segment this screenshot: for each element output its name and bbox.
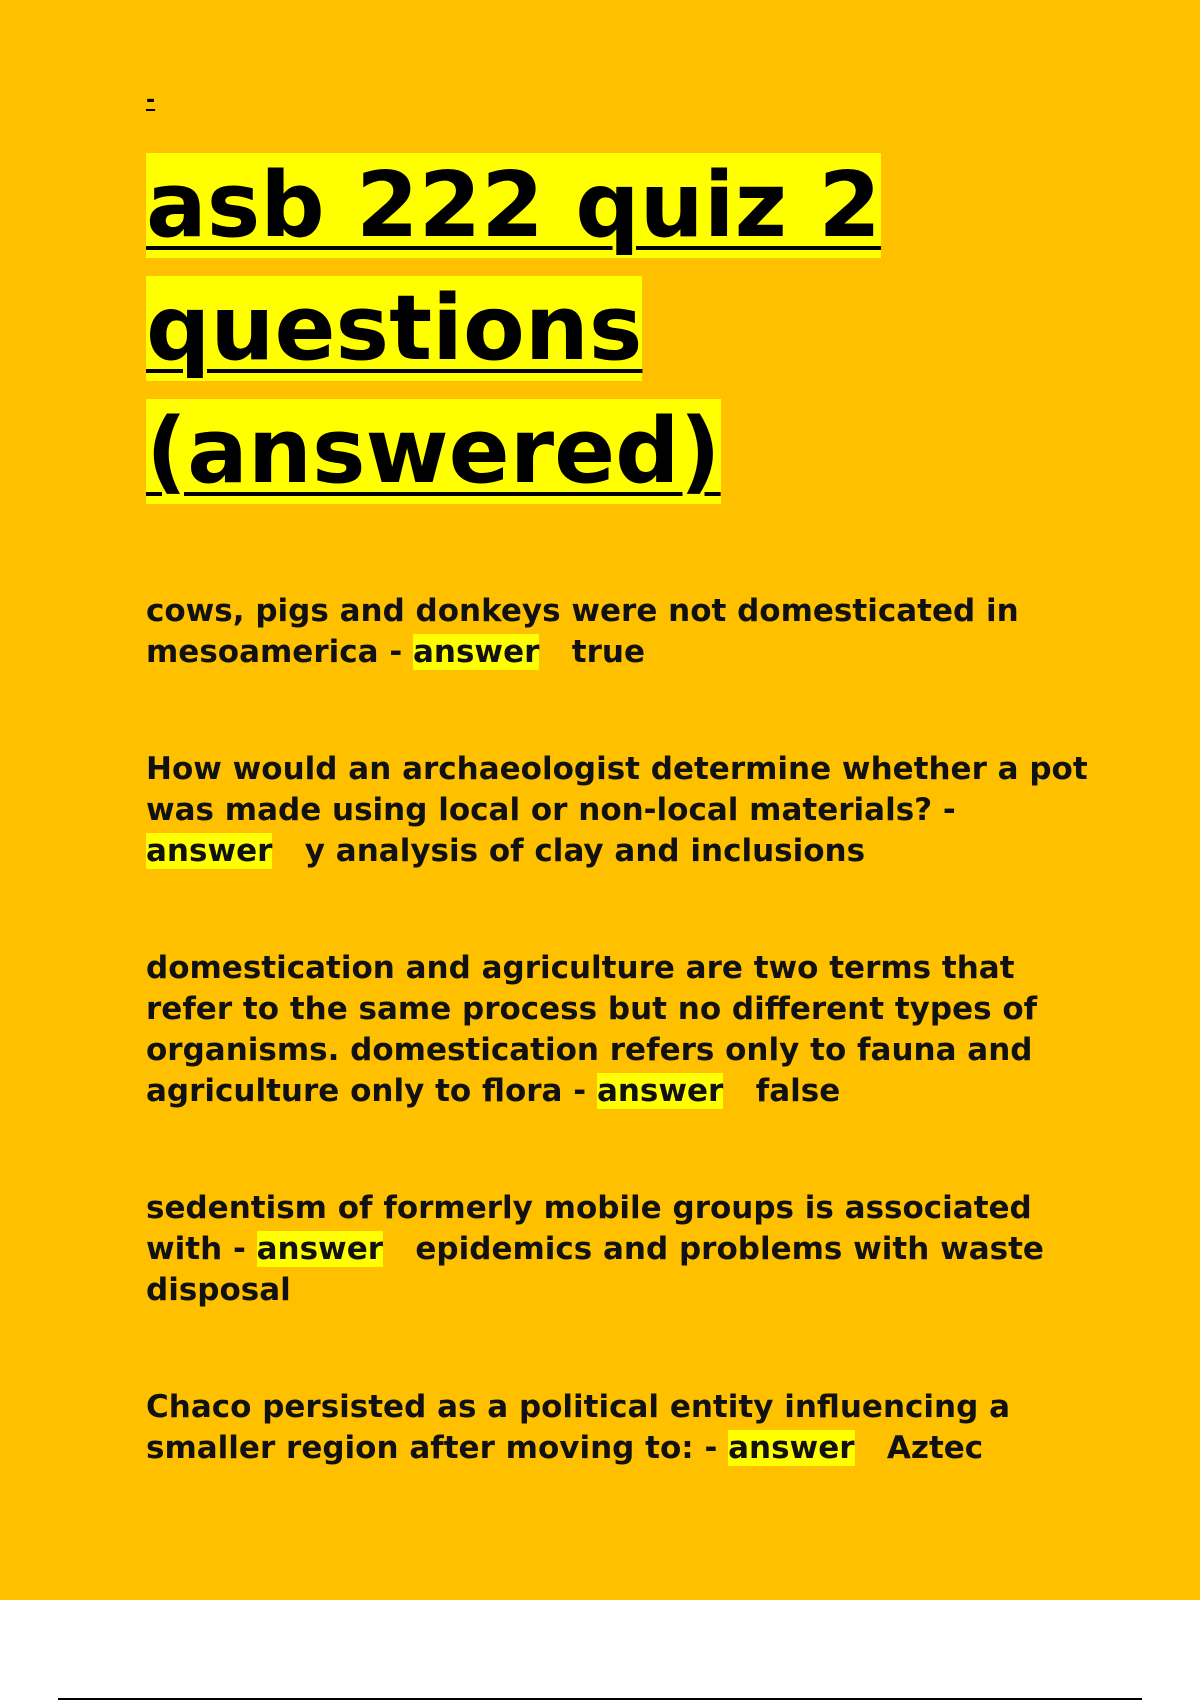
title-line-1: asb 222 quiz 2: [146, 153, 881, 258]
question-item-3: [146, 948, 1106, 1112]
question-item-4: [146, 1188, 1106, 1311]
answer-label: answer: [146, 833, 273, 869]
title-line-2: questions: [146, 276, 643, 381]
question-text: domestication and agriculture are two terms that refer to the same process but no different types of organisms. domestication refers only to fauna and agriculture only to flora -: [146, 950, 1038, 1109]
question-item-1: [146, 591, 1106, 673]
question-item-5: [146, 1387, 1106, 1469]
answer-label: answer: [596, 1073, 724, 1109]
answer-text: Aztec: [886, 1430, 984, 1466]
answer-text: true: [571, 634, 645, 670]
title-line-3: (answered): [146, 399, 721, 504]
answer-text: y analysis of clay and inclusions: [304, 833, 866, 869]
document-title: [146, 144, 1106, 513]
answer-text: false: [755, 1073, 841, 1109]
answer-label: answer: [728, 1430, 855, 1466]
document-content: [146, 88, 1106, 1545]
answer-label: answer: [412, 634, 540, 670]
question-list: [146, 591, 1106, 1469]
question-text: Chaco persisted as a political entity influencing a smaller region after moving to: -: [146, 1389, 1011, 1466]
question-text: cows, pigs and donkeys were not domesticated in mesoamerica -: [146, 593, 1019, 670]
question-text: sedentism of formerly mobile groups is associated with -: [146, 1190, 1032, 1267]
question-text: How would an archaeologist determine whether a pot was made using local or non-local materials? -: [146, 751, 1088, 828]
answer-label: answer: [256, 1231, 384, 1267]
question-item-2: [146, 749, 1106, 872]
answer-text: epidemics and problems with waste disposal: [146, 1231, 1044, 1308]
list-marker: -: [146, 88, 156, 113]
